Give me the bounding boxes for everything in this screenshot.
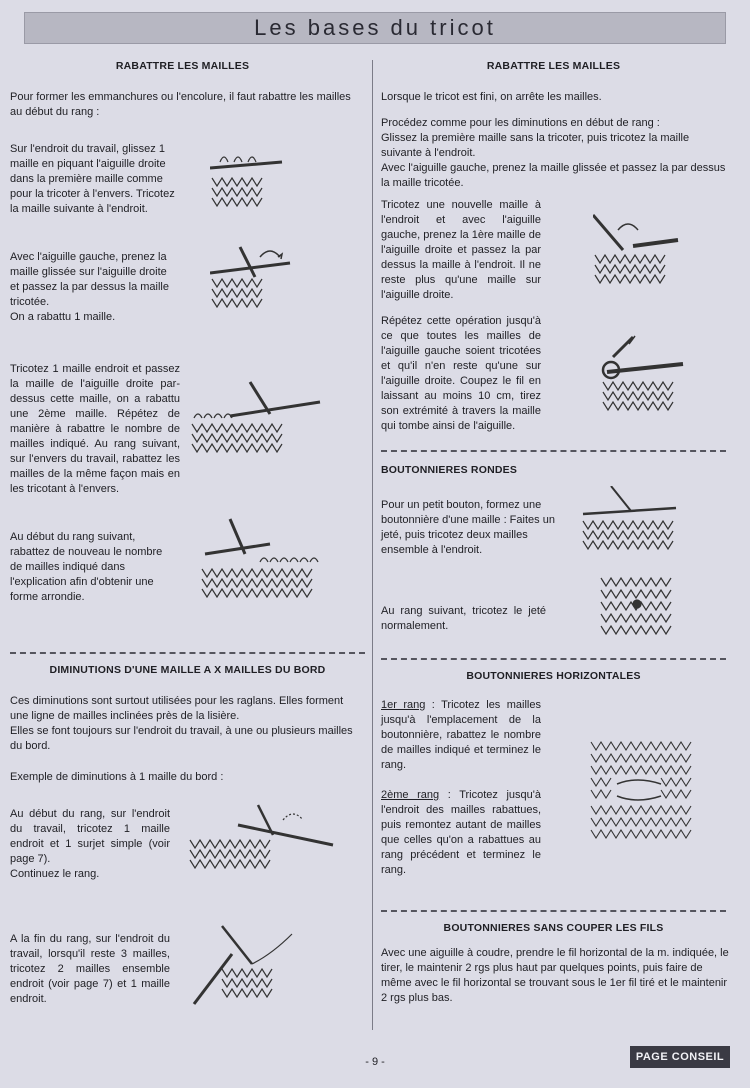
arret-intro bbox=[381, 90, 726, 105]
knitting-illustration-rounded bbox=[200, 514, 335, 604]
diminutions-example-text: Exemple de diminutions à 1 maille du bord : bbox=[10, 771, 224, 783]
rabattre-step-1 bbox=[10, 142, 175, 217]
arret-step-2-text: Répétez cette opération jusqu'à ce que toutes les mailles de l'aiguille gauche soient tricotées et qu'il n'en reste qu'une sur l'aiguille droite. Coupez le fil en laissant au moins 10 cm, tirez son extrémité à travers la maille qui tombe ainsi de l'aiguille. bbox=[381, 315, 541, 432]
diminutions-intro-1: Ces diminutions sont surtout utilisées pour les raglans. Elles forment une ligne de mailles inclinées près de la lisière. bbox=[10, 695, 344, 722]
rang-2-label: 2ème rang bbox=[381, 789, 440, 801]
page-conseil-badge: PAGE CONSEIL bbox=[630, 1046, 730, 1068]
section-separator bbox=[381, 910, 726, 912]
diminutions-intro bbox=[10, 694, 362, 754]
rang-2-instruction: : Tricotez jusqu'à l'endroit des mailles rabattues, puis remontez autant de mailles que celles qu'on a rabattues au rang précédent et terminez le rang. bbox=[381, 789, 542, 876]
knitting-illustration-buttonhole-round bbox=[599, 572, 679, 642]
diminutions-example bbox=[10, 770, 362, 785]
diminutions-intro-2: Elles se font toujours sur l'endroit du travail, à une ou plusieurs mailles du bord. bbox=[10, 725, 353, 752]
rang-2-text bbox=[381, 788, 541, 878]
knitting-illustration-bind-off bbox=[593, 210, 683, 290]
arret-step-1-text: Tricotez une nouvelle maille à l'endroit et avec l'aiguille gauche, prenez la 1ère maille de l'aiguille droite et passez la par dessus la maille à l'endroit. Il ne reste plus qu'une maille sur l'aiguille droite. bbox=[381, 199, 541, 301]
section-heading-diminutions: DIMINUTIONS D'UNE MAILLE A X MAILLES DU BORD bbox=[49, 664, 326, 676]
section-heading-boutonnieres-sans-couper: BOUTONNIERES SANS COUPER LES FILS bbox=[443, 922, 664, 934]
rang-1-label: 1er rang bbox=[381, 699, 426, 711]
rabattre-intro bbox=[10, 90, 360, 120]
section-heading-boutonnieres-horizontales: BOUTONNIERES HORIZONTALES bbox=[466, 670, 641, 682]
diminutions-step-1 bbox=[10, 807, 170, 882]
knitting-illustration-slip bbox=[210, 142, 290, 212]
arret-step-1 bbox=[381, 198, 541, 303]
boutonnieres-horizontales-rang-1 bbox=[381, 698, 541, 773]
page-number: - 9 - bbox=[365, 1056, 385, 1068]
arret-procedure-2: Glissez la première maille sans la tricoter, puis tricotez la maille suivante à l'endroit. bbox=[381, 132, 690, 159]
rabattre-step-3-text: Tricotez 1 maille endroit et passez la maille de l'aiguille droite par-dessus cette maille, on a rabattu une 2ème maille. Répétez de manière à rabattre le nombre de mailles indiqué. Au rang suivant, sur l'envers du travail, rabattez les mailles de la même façon mais en les tricotant à l'envers. bbox=[10, 363, 180, 495]
diminutions-step-1-continue: Continuez le rang. bbox=[10, 868, 100, 880]
knitting-illustration-finish bbox=[593, 322, 688, 422]
boutonnieres-sans-couper-paragraph: Avec une aiguille à coudre, prendre le fil horizontal de la m. indiquée, le tirer, le maintenir 2 rgs plus haut par quelques points, puis faire de même avec le fil horizontal se trouvant sous le 1er fil tiré et le maintenir 2 rgs plus bas. bbox=[381, 947, 729, 1004]
knitting-illustration-yarn-over bbox=[581, 486, 681, 561]
boutonnieres-horizontales-rang-2 bbox=[381, 788, 541, 878]
rabattre-step-1-text: Sur l'endroit du travail, glissez 1 maille en piquant l'aiguille droite dans la première maille comme pour la tricoter à l'envers. Tricotez la maille suivante à l'endroit. bbox=[10, 143, 175, 215]
rabattre-intro-text: Pour former les emmanchures ou l'encolure, il faut rabattre les mailles au début du rang : bbox=[10, 91, 351, 118]
rabattre-step-3 bbox=[10, 362, 180, 497]
section-separator bbox=[381, 450, 726, 452]
section-separator bbox=[381, 658, 726, 660]
rabattre-step-4 bbox=[10, 530, 175, 605]
page-title: Les bases du tricot bbox=[24, 12, 726, 44]
diminutions-step-2 bbox=[10, 932, 170, 1007]
arret-step-2 bbox=[381, 314, 541, 434]
knitting-illustration-repeat bbox=[190, 372, 325, 467]
rabattre-step-2-text: Avec l'aiguille gauche, prenez la maille glissée sur l'aiguille droite et passez la par dessus la maille tricotée. bbox=[10, 251, 169, 308]
arret-procedure-1: Procédez comme pour les diminutions en début de rang : bbox=[381, 117, 660, 129]
section-heading-rabattre-left: RABATTRE LES MAILLES bbox=[115, 60, 250, 72]
section-heading-boutonnieres-rondes: BOUTONNIERES RONDES bbox=[381, 464, 518, 476]
rang-1-text bbox=[381, 698, 541, 773]
arret-procedure bbox=[381, 116, 726, 191]
boutonnieres-rondes-step-1 bbox=[381, 498, 556, 558]
boutonnieres-rondes-step-1-text: Pour un petit bouton, formez une boutonnière d'une maille : Faites un jeté, puis tricotez deux mailles ensemble à l'endroit. bbox=[381, 499, 555, 556]
knitting-illustration-pass-over bbox=[210, 237, 295, 317]
rabattre-step-2 bbox=[10, 250, 175, 325]
boutonnieres-rondes-step-2-text: Au rang suivant, tricotez le jeté normalement. bbox=[381, 605, 546, 632]
knitting-illustration-surjet bbox=[188, 800, 338, 880]
arret-procedure-3: Avec l'aiguille gauche, prenez la maille glissée et passez la par dessus la maille tricotée. bbox=[381, 162, 726, 189]
knitting-illustration-knit-two-together bbox=[192, 924, 302, 1009]
arret-intro-text: Lorsque le tricot est fini, on arrête les mailles. bbox=[381, 91, 602, 103]
boutonnieres-rondes-step-2 bbox=[381, 604, 546, 634]
rabattre-step-4-text: Au début du rang suivant, rabattez de nouveau le nombre de mailles indiqué dans l'explication afin d'obtenir une forme arrondie. bbox=[10, 531, 163, 603]
knitting-illustration-buttonhole-horizontal bbox=[589, 734, 694, 854]
section-heading-rabattre-right: RABATTRE LES MAILLES bbox=[486, 60, 621, 72]
diminutions-step-1-text: Au début du rang, sur l'endroit du travail, tricotez 1 maille endroit et 1 surjet simple (voir page 7). bbox=[10, 808, 170, 865]
boutonnieres-sans-couper-text bbox=[381, 946, 729, 1006]
column-divider bbox=[372, 60, 373, 1030]
section-separator bbox=[10, 652, 365, 654]
rabattre-step-2-result: On a rabattu 1 maille. bbox=[10, 311, 116, 323]
diminutions-step-2-text: A la fin du rang, sur l'endroit du travail, lorsqu'il reste 3 mailles, tricotez 2 mailles ensemble endroit (voir page 7) et 1 maille endroit. bbox=[10, 933, 170, 1005]
rang-1-instruction: : Tricotez les mailles jusqu'à l'emplacement de la boutonnière, rabattez le nombre de mailles indiqué et terminez le rang. bbox=[381, 699, 541, 771]
